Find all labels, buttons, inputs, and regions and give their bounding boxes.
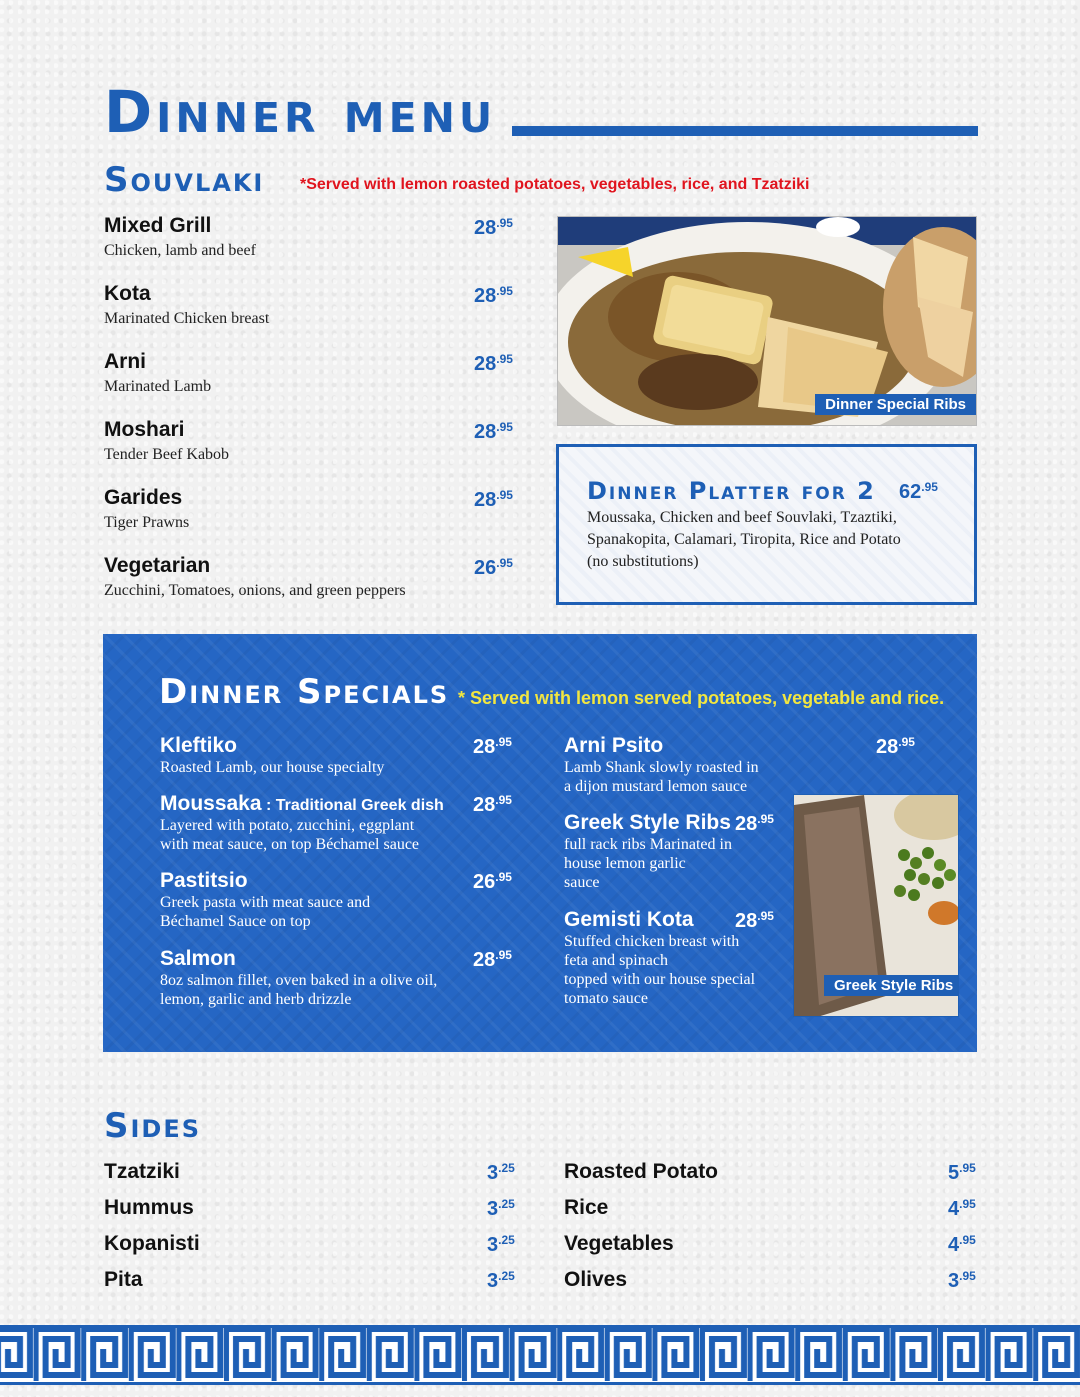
side-item-price: $3^{.95}$ (948, 1269, 976, 1292)
souvlaki-item-name: Kota (104, 282, 151, 305)
special-item-desc: full rack ribs Marinated in house lemon garlic sauce (564, 836, 732, 891)
photo-caption: Dinner Special Ribs (815, 394, 976, 415)
platter-heading: Dinner Platter for 2 (587, 477, 876, 505)
special-item-name: Pastitsio (160, 869, 248, 892)
special-item-price: $28^{.95}$ (876, 735, 915, 758)
special-item-price: $28^{.95}$ (735, 812, 774, 835)
dinner-special-ribs-photo (557, 216, 977, 426)
side-item-name: Rice (564, 1196, 609, 1219)
souvlaki-item-name: Mixed Grill (104, 214, 212, 237)
souvlaki-item-price: $26^{.95}$ (474, 556, 513, 579)
side-item-price: $4^{.95}$ (948, 1197, 976, 1220)
side-item-name: Vegetables (564, 1232, 674, 1255)
greek-ribs-photo (793, 794, 959, 1017)
special-item-name: Gemisti Kota (564, 908, 694, 931)
side-item-name: Tzatziki (104, 1160, 180, 1183)
side-item-price: $3^{.25}$ (487, 1269, 515, 1292)
souvlaki-heading: Souvlaki (104, 160, 265, 200)
souvlaki-item-desc: Marinated Lamb (104, 378, 212, 395)
special-item-price: $28^{.95}$ (473, 948, 512, 971)
platter-box (556, 444, 977, 605)
souvlaki-item-price: $28^{.95}$ (474, 216, 513, 239)
special-item-desc: Lamb Shank slowly roasted in a dijon mustard lemon sauce (564, 759, 759, 795)
souvlaki-item-desc: Tender Beef Kabob (104, 446, 230, 463)
souvlaki-item-price: $28^{.95}$ (474, 488, 513, 511)
special-item-desc: 8oz salmon fillet, oven baked in a olive oil, lemon, garlic and herb drizzle (160, 972, 438, 1008)
souvlaki-item-name: Arni (104, 350, 146, 373)
side-item-name: Kopanisti (104, 1232, 200, 1255)
side-item-name: Roasted Potato (564, 1160, 719, 1183)
side-item-name: Pita (104, 1268, 143, 1291)
platter-description: Moussaka, Chicken and beef Souvlaki, Tzaztiki, Spanakopita, Calamari, Tiropita, Rice and Potato (no substitutions) (587, 509, 901, 570)
special-item-name: Salmon (160, 947, 236, 970)
souvlaki-item-desc: Chicken, lamb and beef (104, 242, 256, 259)
souvlaki-item-price: $28^{.95}$ (474, 420, 513, 443)
special-item-name: Greek Style Ribs (564, 811, 731, 834)
side-item-name: Olives (564, 1268, 628, 1291)
greek-key-border (0, 1325, 1080, 1385)
special-item-price: $28^{.95}$ (473, 735, 512, 758)
title-rule (512, 126, 978, 136)
souvlaki-item-name: Garides (104, 486, 183, 509)
special-item-desc: Roasted Lamb, our house specialty (160, 759, 385, 776)
special-item-name: Moussaka : Traditional Greek dish (160, 792, 444, 815)
menu-title: Dinner menu (104, 78, 497, 146)
special-item-price: $28^{.95}$ (735, 909, 774, 932)
souvlaki-item-desc: Zucchini, Tomatoes, onions, and green peppers (104, 582, 406, 599)
dinner-specials-panel (103, 634, 977, 1052)
special-item-price: $26^{.95}$ (473, 870, 512, 893)
platter-price: $62^{.95}$ (899, 480, 938, 503)
special-item-desc: Greek pasta with meat sauce and Béchamel Sauce on top (160, 894, 371, 930)
side-item-price: $3^{.25}$ (487, 1161, 515, 1184)
souvlaki-item-desc: Marinated Chicken breast (104, 310, 270, 327)
souvlaki-item-price: $28^{.95}$ (474, 284, 513, 307)
side-item-name: Hummus (104, 1196, 194, 1219)
side-item-price: $3^{.25}$ (487, 1197, 515, 1220)
side-item-price: $3^{.25}$ (487, 1233, 515, 1256)
special-item-name: Arni Psito (564, 734, 664, 757)
sides-heading: Sides (104, 1106, 202, 1146)
special-item-desc: Layered with potato, zucchini, eggplant with meat sauce, on top Béchamel sauce (160, 817, 420, 853)
side-item-price: $4^{.95}$ (948, 1233, 976, 1256)
souvlaki-item-name: Vegetarian (104, 554, 211, 577)
special-item-price: $28^{.95}$ (473, 793, 512, 816)
souvlaki-item-name: Moshari (104, 418, 185, 441)
specials-heading: Dinner Specials (159, 672, 450, 712)
side-item-price: $5^{.95}$ (948, 1161, 976, 1184)
souvlaki-item-price: $28^{.95}$ (474, 352, 513, 375)
photo-caption: Greek Style Ribs (824, 975, 959, 996)
souvlaki-note: *Served with lemon roasted potatoes, vegetables, rice, and Tzatziki (300, 176, 810, 193)
special-item-name: Kleftiko (160, 734, 238, 757)
souvlaki-item-desc: Tiger Prawns (104, 514, 190, 531)
specials-note: * Served with lemon served potatoes, vegetable and rice. (458, 688, 945, 708)
special-item-desc: Stuffed chicken breast with feta and spinach topped with our house special tomato sauce (564, 933, 756, 1007)
